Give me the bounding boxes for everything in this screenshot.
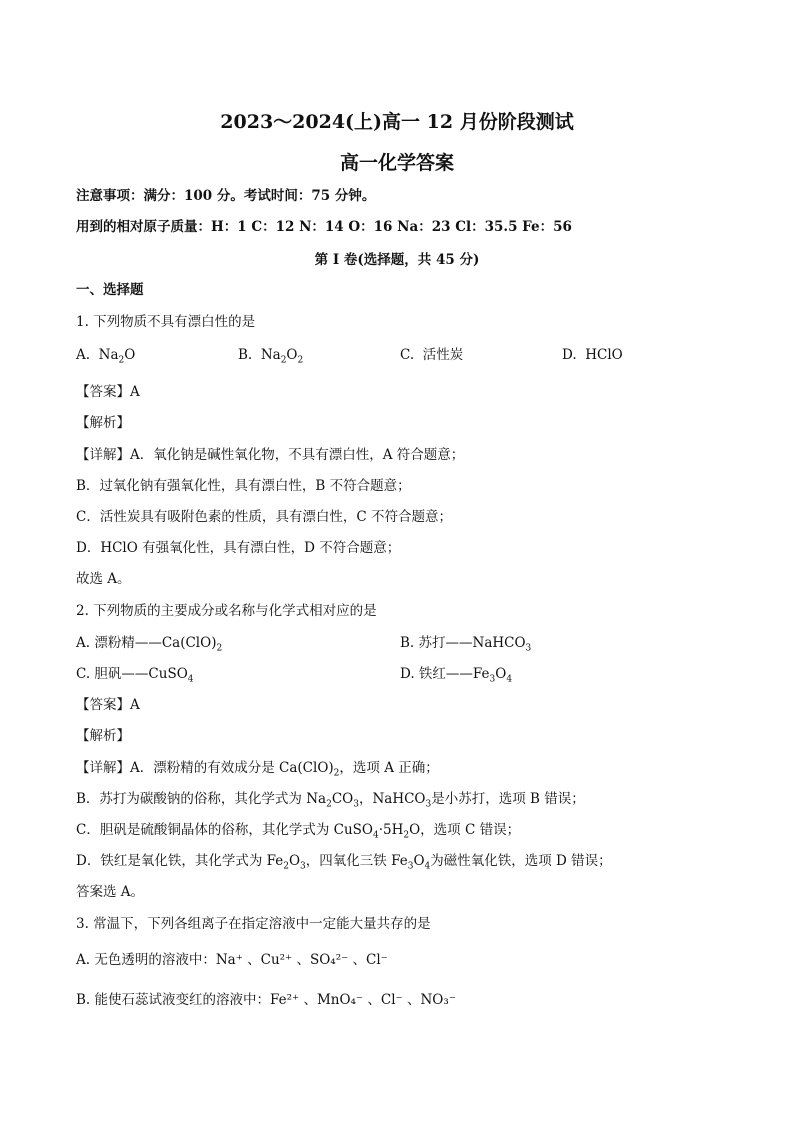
q1-option-c: C. 活性炭: [400, 347, 464, 363]
q2-detail: 【详解】A．漂粉精的有效成分是 $Ca(ClO)_2$，选项 A 正确；: [76, 760, 439, 779]
atomic-mass-line: 用到的相对原子质量：H：1 C：12 N：14 O：16 Na：23 Cl：35.5 Fe：56: [76, 219, 572, 235]
page-title: 2023～2024(上)高一 12 月份阶段测试: [220, 111, 574, 133]
q1-detail: 【详解】A．氧化钠是碱性氧化物，不具有漂白性，A 符合题意；: [76, 447, 465, 463]
q2-conclusion: 答案选 A。: [76, 884, 145, 900]
notes-line: 注意事项：满分：100 分。考试时间：75 分钟。: [76, 188, 376, 204]
q1-conclusion: 故选 A。: [76, 571, 131, 587]
q1-option-a: A. $Na_2O$: [76, 347, 136, 366]
q2-detail: C．胆矾是硫酸铜晶体的俗称，其化学式为 $CuSO_4\cdot 5H_2O$，选项 C 错误；: [76, 822, 521, 841]
section-title: 一、选择题: [76, 282, 144, 298]
q2-answer: 【答案】A: [76, 697, 140, 713]
q2-analysis: 【解析】: [76, 728, 130, 744]
page-subtitle: 高一化学答案: [339, 152, 454, 174]
question-3-stem: 3. 常温下，下列各组离子在指定溶液中一定能大量共存的是: [76, 916, 431, 932]
q2-option-a: A. 漂粉精$——Ca(ClO)_2$: [76, 635, 223, 654]
question-2-stem: 2. 下列物质的主要成分或名称与化学式相对应的是: [76, 603, 377, 619]
q3-option-b: B. 能使石蕊试液变红的溶液中：Fe²⁺ 、MnO₄⁻ 、Cl⁻ 、NO₃⁻: [76, 992, 456, 1008]
q1-analysis: 【解析】: [76, 415, 130, 431]
q1-detail: B．过氧化钠有强氧化性，具有漂白性，B 不符合题意；: [76, 478, 411, 494]
q3-option-a: A. 无色透明的溶液中：Na⁺ 、Cu²⁺ 、SO₄²⁻ 、Cl⁻: [76, 952, 388, 968]
q1-answer: 【答案】A: [76, 384, 140, 400]
q2-detail: D．铁红是氧化铁，其化学式为 $Fe_2O_3$，四氧化三铁 $Fe_3O_4$为磁性氧化铁，选项 D 错误；: [76, 853, 612, 872]
question-1-stem: 1. 下列物质不具有漂白性的是: [76, 314, 256, 330]
part-title: 第 I 卷(选择题，共 45 分): [314, 252, 480, 268]
q1-detail: C．活性炭具有吸附色素的性质，具有漂白性，C 不符合题意；: [76, 509, 452, 525]
q2-option-b: B. 苏打——NaHCO$_3$: [400, 635, 532, 654]
q2-detail: B．苏打为碳酸钠的俗称，其化学式为 $Na_2CO_3$，NaHCO$_3$是小苏打，选项 B 错误；: [76, 791, 585, 810]
q1-option-b: B. $Na_2O_2$: [238, 347, 304, 366]
q2-option-c: C. 胆矾——CuSO$_4$: [76, 666, 194, 685]
q1-option-d: D. HClO: [562, 347, 623, 363]
q1-detail: D．HClO 有强氧化性，具有漂白性，D 不符合题意；: [76, 540, 401, 556]
q2-option-d: D. 铁红$——Fe_3O_4$: [400, 666, 513, 685]
